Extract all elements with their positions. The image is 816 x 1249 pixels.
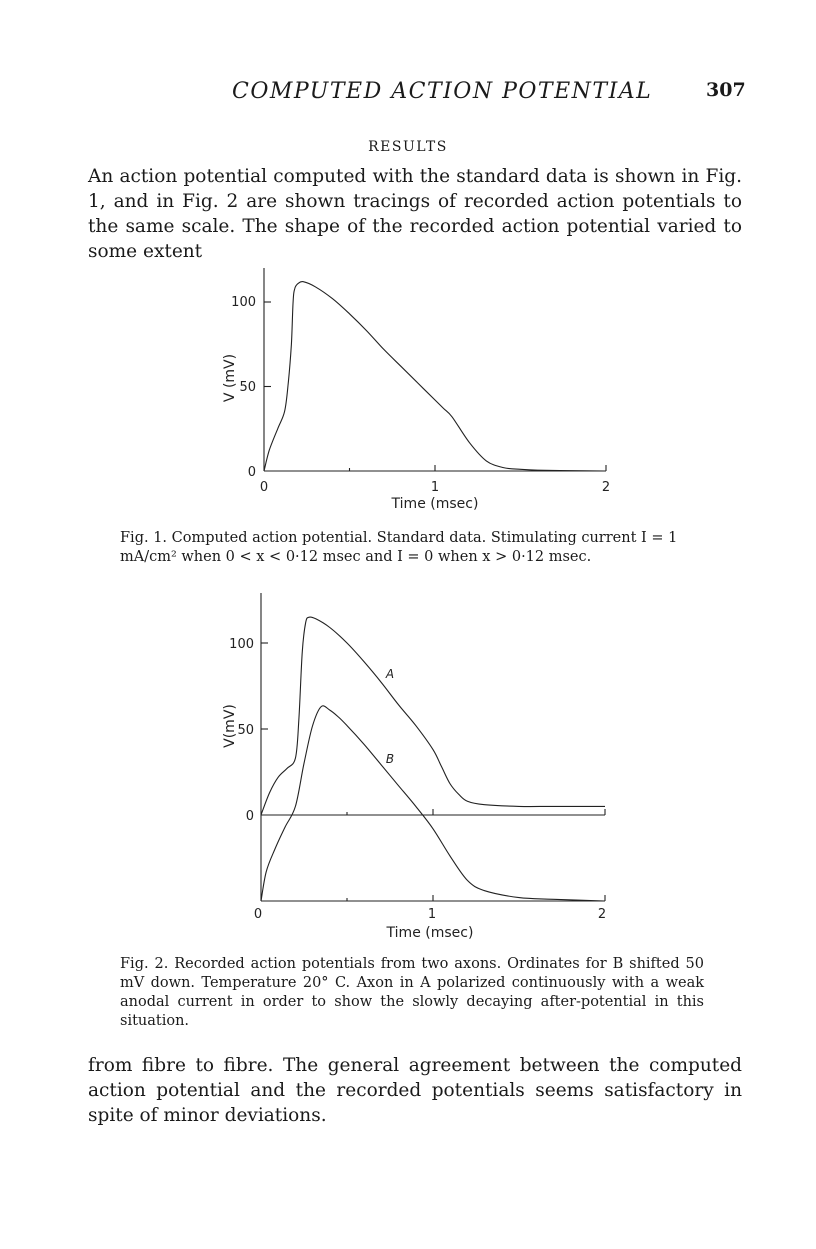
running-header-title: COMPUTED ACTION POTENTIAL	[232, 79, 653, 104]
fig2-curve-label-a: A	[385, 667, 395, 681]
paragraph-2: from fibre to fibre. The general agreement between the computed action potential and the recorded potentials seems satisfactory in spite of minor deviations.	[88, 1055, 742, 1126]
figure-2-caption: Fig. 2. Recorded action potentials from two axons. Ordinates for B shifted 50 mV down. Temperature 20° C. Axon in A polarized continuously with a weak anodal current in order to show the slowly decaying after-potential in this situation.	[120, 956, 704, 1029]
figure-2-chart	[0, 585, 816, 945]
fig1-tick-x-2: 2	[601, 480, 611, 495]
section-heading: RESULTS	[368, 139, 448, 155]
fig2-series-A	[261, 617, 605, 815]
page-number: 307	[706, 79, 746, 101]
fig2-tick-y-50: 50	[237, 723, 254, 738]
fig1-tick-y-100: 100	[231, 295, 256, 310]
fig2-tick-y-100: 100	[229, 637, 254, 652]
fig2-curve-label-b: B	[385, 752, 395, 766]
fig1-tick-x-1: 1	[430, 480, 440, 495]
figure-1-chart	[0, 260, 816, 510]
fig1-ylabel: V (mV)	[222, 353, 238, 403]
fig2-tick-x-1: 1	[427, 907, 437, 922]
fig2-series-B	[261, 706, 605, 901]
fig1-tick-x-0: 0	[259, 480, 269, 495]
fig2-tick-x-0: 0	[253, 907, 263, 922]
figure-1-caption: Fig. 1. Computed action potential. Standard data. Stimulating current I = 1 mA/cm² when 0 < x < 0·12 msec and I = 0 when x > 0·12 msec.	[120, 530, 678, 565]
paragraph-1: An action potential computed with the standard data is shown in Fig. 1, and in Fig. 2 are shown tracings of recorded action potentials to the same scale. The shape of the recorded action potential varied to some extent	[88, 166, 742, 262]
fig2-ylabel: V(mV)	[222, 704, 238, 748]
fig1-series-computed	[264, 282, 606, 471]
fig1-xlabel: Time (msec)	[391, 496, 479, 512]
fig2-xlabel: Time (msec)	[386, 925, 474, 941]
fig1-tick-y-50: 50	[239, 380, 256, 395]
fig2-tick-y-0: 0	[245, 809, 254, 824]
fig2-tick-x-2: 2	[597, 907, 607, 922]
fig1-tick-y-0: 0	[247, 465, 256, 480]
